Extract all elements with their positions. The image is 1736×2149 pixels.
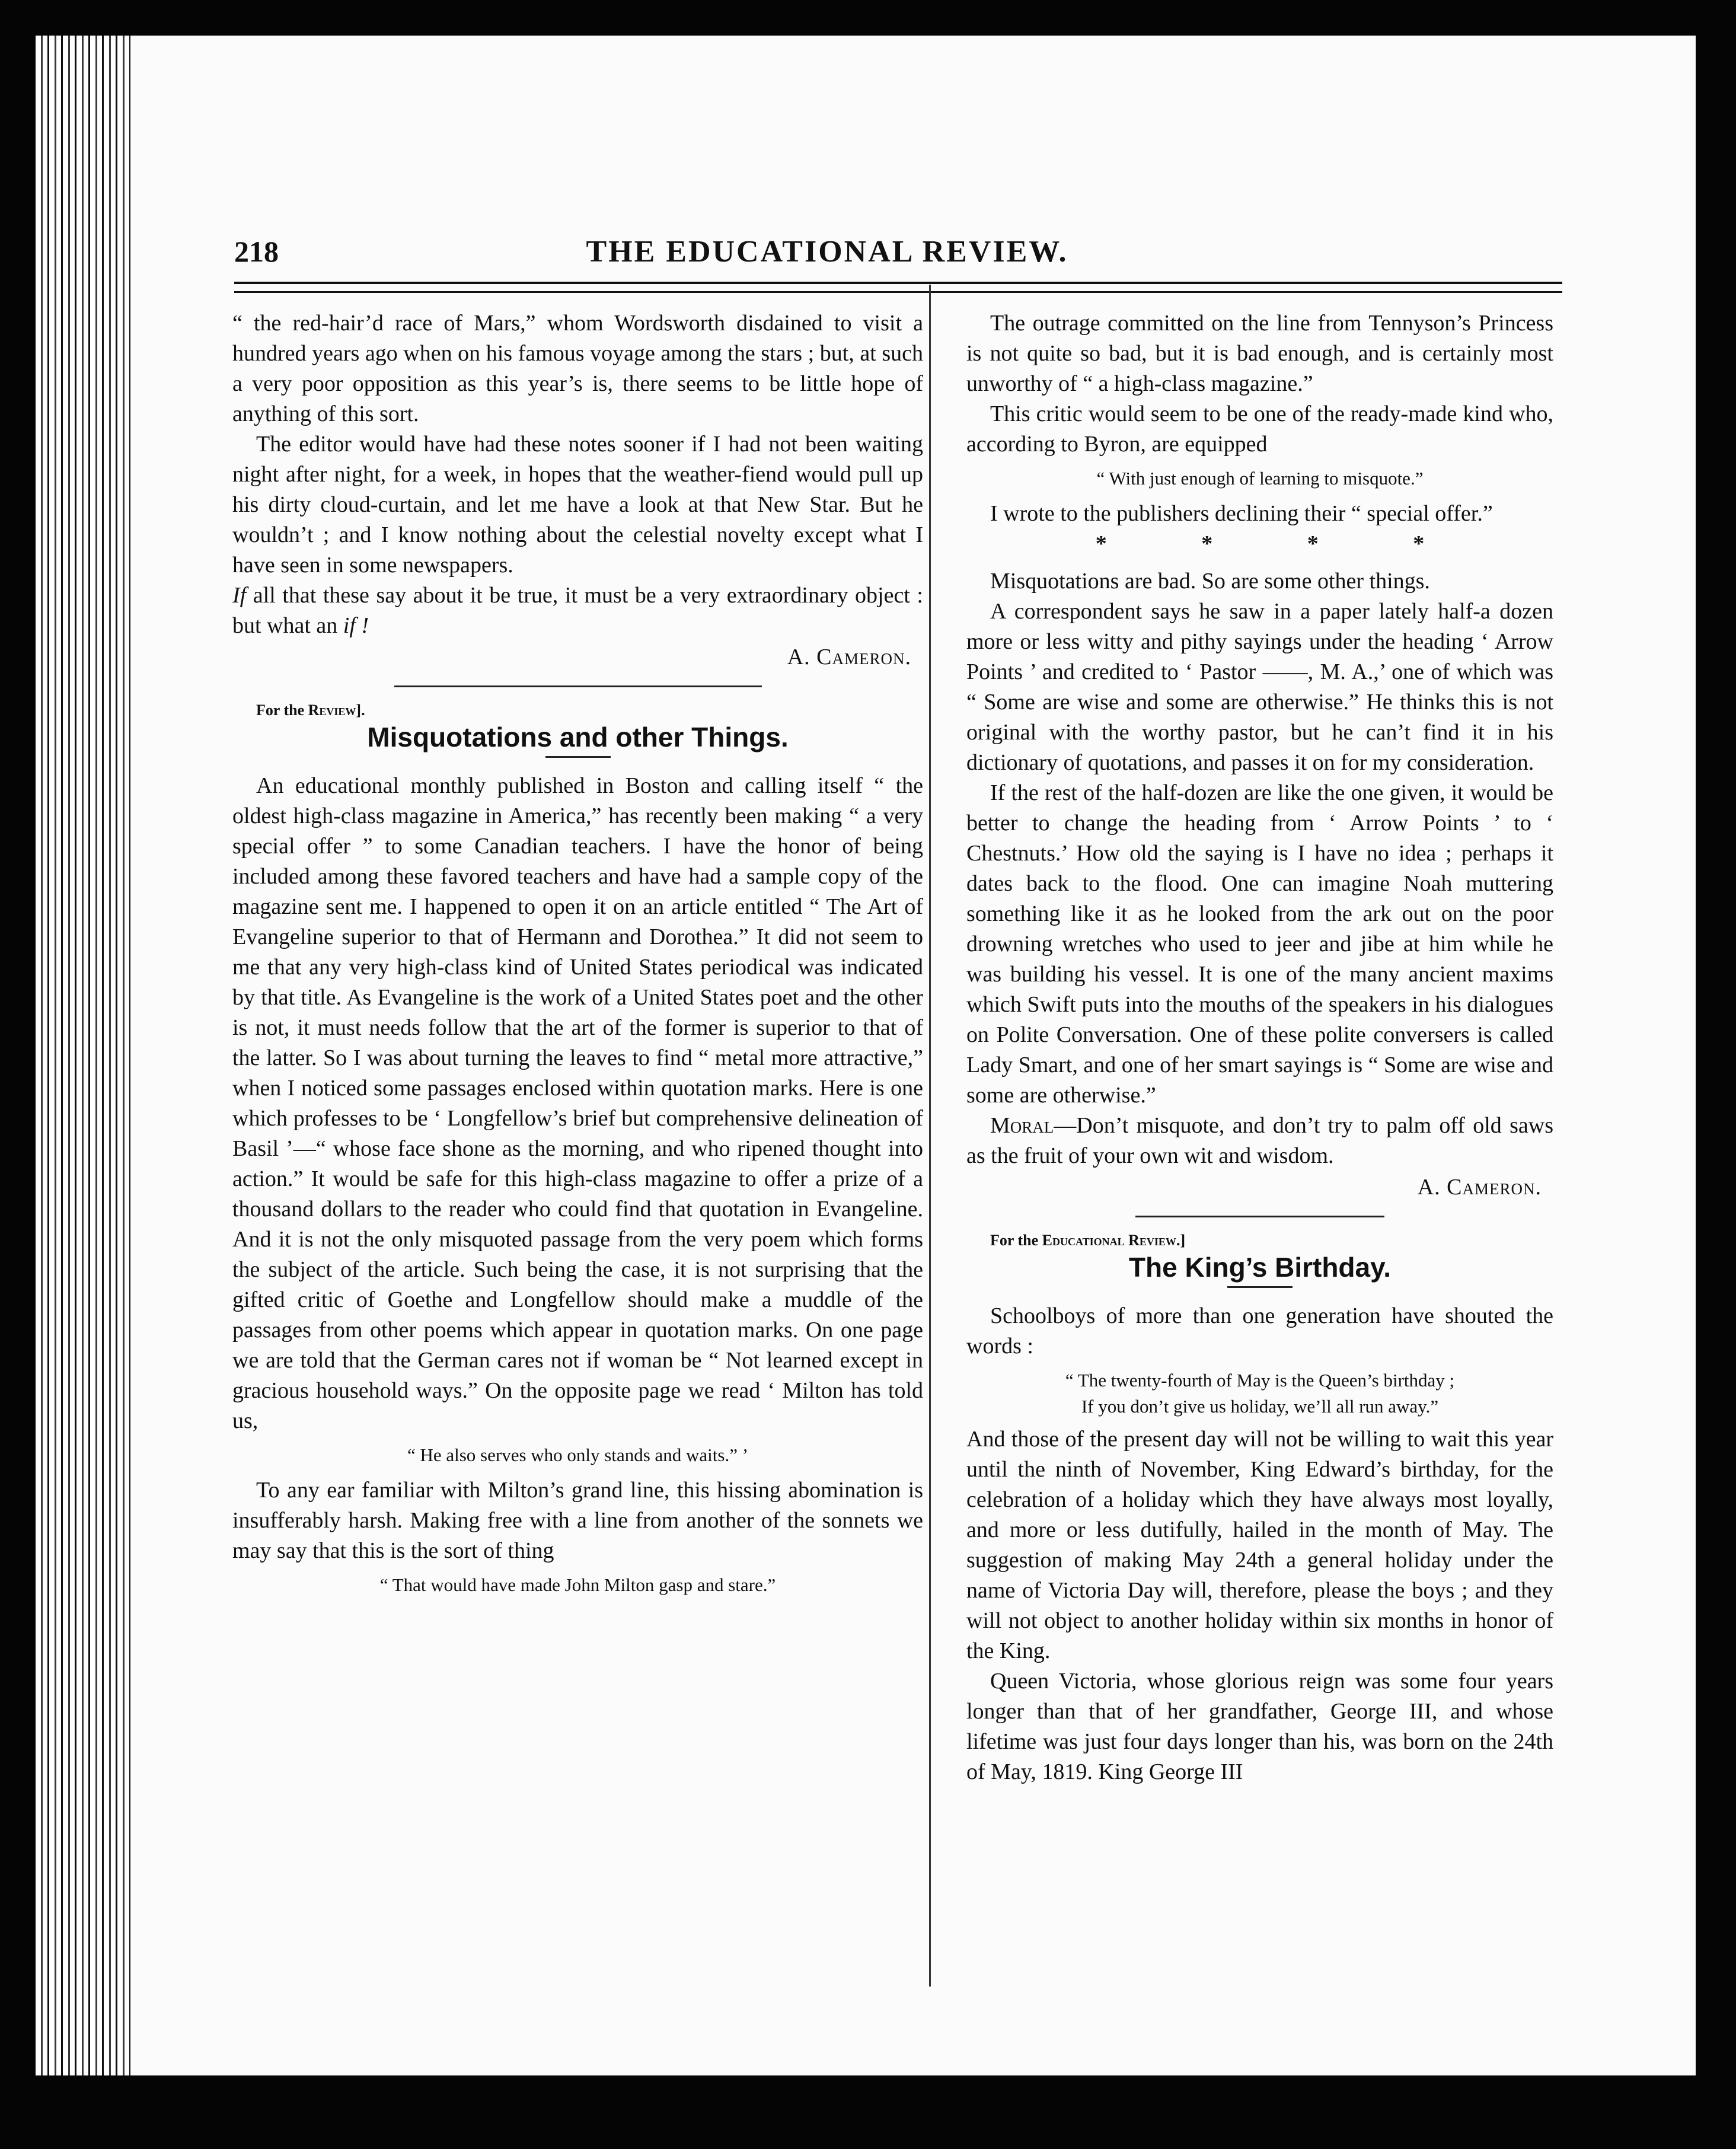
moral-label: Moral — [990, 1113, 1054, 1138]
credit-prefix-2: For the — [990, 1232, 1042, 1249]
italic-if: If — [232, 583, 247, 608]
right-paragraph-4: Misquotations are bad. So are some other things. — [990, 569, 1430, 594]
right-paragraph-3: I wrote to the publishers declining their “ special offer.” — [990, 501, 1493, 526]
asterism: * * * * — [1095, 531, 1425, 556]
journal-title: THE EDUCATIONAL REVIEW. — [586, 235, 1068, 269]
author-signature: A. Cameron. — [787, 645, 911, 669]
kings-paragraph-1: Schoolboys of more than one generation have shouted the words : — [966, 1303, 1553, 1359]
author-signature-2: A. Cameron. — [1417, 1175, 1542, 1200]
paragraph-3-text: all that these say about it be true, it must be a very extraordinary object : but what an — [232, 583, 923, 638]
right-paragraph-1: The outrage committed on the line from Tennyson’s Princess is not quite so bad, but it is bad enough, and is certainly most unworthy of “ a high-class magazine.” — [966, 311, 1553, 396]
right-paragraph-5: A correspondent says he saw in a paper lately half-a dozen more or less witty and pithy sayings under the heading ‘ Arrow Points ’ and credited to ‘ Pastor ——, M. A.,’ one of which was “ Some are wise and some are otherwise.” He thinks this is not original with the worthy pastor, but he can’t find it in his dictionary of quotations, and passes it on for my consideration. — [966, 599, 1553, 775]
title-rule — [545, 756, 611, 758]
kings-paragraph-2: And those of the present day will not be willing to wait this year until the ninth of November, King Edward’s birthday, for the celebration of a holiday which they have always most loyally, and more or less dutifully, hailed in the month of May. The suggestion of making May 24th a general holiday under the name of Victoria Day will, therefore, please the boys ; and they will not object to another holiday within six months in honor of the King. — [966, 1427, 1553, 1663]
running-header — [234, 234, 1420, 276]
kings-paragraph-3: Queen Victoria, whose glorious reign was some four years longer than that of her grandfather, George III, and whose lifetime was just four days longer than his, was born on the 24th of May, 1819. King George III — [966, 1669, 1553, 1784]
section-rule-2 — [1135, 1216, 1384, 1217]
article-title-kings-birthday: The King’s Birthday. — [1128, 1252, 1392, 1283]
credit-publication-2: Educational Review — [1042, 1232, 1176, 1249]
article-credit — [232, 702, 923, 719]
book-binding-edges — [36, 36, 130, 2075]
credit-suffix: ]. — [356, 702, 365, 719]
block-quote-byron: “ With just enough of learning to misquote.” — [1096, 468, 1424, 489]
title-rule-2 — [1227, 1286, 1293, 1288]
article-credit-2 — [966, 1232, 1553, 1249]
italic-if-exclaim: if ! — [343, 613, 369, 638]
moral-paragraph — [966, 1111, 1553, 1171]
continued-paragraph-1: “ the red-hair’d race of Mars,” whom Wordsworth disdained to visit a hundred years ago when on his famous voyage among the stars ; but, at such a very poor opposition as this year’s is, there seems to be little hope of anything of this sort. — [232, 311, 923, 426]
credit-publication: Review — [308, 702, 356, 719]
continued-paragraph-2: The editor would have had these notes sooner if I had not been waiting night after night, for a week, in hopes that the weather-fiend would pull up his dirty cloud-curtain, and let me have a look at that New Star. But he wouldn’t ; and I know nothing about the celestial novelty except what I have seen in some newspapers. — [232, 432, 923, 578]
section-rule — [394, 685, 762, 687]
moral-text: —Don’t misquote, and don’t try to palm off old saws as the fruit of your own wit and wisdom. — [966, 1113, 1553, 1168]
page-number: 218 — [234, 235, 279, 268]
right-column — [966, 308, 1553, 1981]
rhyme-line-1: “ The twenty-fourth of May is the Queen’s birthday ; — [1065, 1370, 1455, 1391]
block-quote-milton: “ He also serves who only stands and waits.” ’ — [407, 1445, 749, 1465]
misquotations-paragraph-1: An educational monthly published in Boston and calling itself “ the oldest high-class magazine in America,” has recently been making “ a very special offer ” to some Canadian teachers. I have the honor of being included among these favored teachers and have had a sample copy of the magazine sent me. I happened to open it on an article entitled “ The Art of Evangeline superior to that of Hermann and Dorothea.” It did not seem to me that any very high-class kind of United States periodical was indicated by that title. As Evangeline is the work of a United States poet and the other is not, it must needs follow that the art of the former is superior to that of the latter. So I was about turning the leaves to find “ metal more attractive,” when I noticed some passages enclosed within quotation marks. Here is one which professes to be ‘ Longfellow’s brief but comprehensive delineation of Basil ’—“ whose face shone as the morning, and who ripened thought into action.” It would be safe for this high-class magazine to offer a prize of a thousand dollars to the reader who could find that quotation in Evangeline. And it is not the only misquoted passage from the very poem which forms the subject of the article. Such being the case, it is not surprising that the gifted critic of Goethe and Longfellow should make a muddle of the passages from other poems which appear in quotation marks. On one page we are told that the German cares not if woman be “ Not learned except in gracious household ways.” On the opposite page we read ‘ Milton has told us, — [232, 773, 923, 1433]
block-quote-gasp: “ That would have made John Milton gasp and stare.” — [379, 1574, 776, 1595]
misquotations-paragraph-2: To any ear familiar with Milton’s grand line, this hissing abomination is insufferably harsh. Making free with a line from another of the sonnets we may say that this is the sort of thing — [232, 1478, 923, 1563]
block-quote-rhyme — [966, 1367, 1553, 1420]
credit-suffix-2: .] — [1176, 1232, 1186, 1249]
column-divider — [929, 285, 931, 1987]
continued-paragraph-3 — [232, 581, 923, 641]
rhyme-line-2: If you don’t give us holiday, we’ll all run away.” — [1081, 1396, 1439, 1417]
right-paragraph-2: This critic would seem to be one of the ready-made kind who, according to Byron, are equipped — [966, 401, 1553, 457]
right-paragraph-6: If the rest of the half-dozen are like the one given, it would be better to change the heading from ‘ Arrow Points ’ to ‘ Chestnuts.’ How old the saying is I have no idea ; perhaps it dates back to the flood. One can imagine Noah muttering something like it as he looked from the ark out on the poor drowning wretches who used to jeer and jibe at him while he was building his vessel. It is one of the many ancient maxims which Swift puts into the mouths of the speakers in his dialogues on Polite Conversation. One of these polite conversers is called Lady Smart, and one of her smart sayings is “ Some are wise and some are otherwise.” — [966, 780, 1553, 1108]
header-double-rule — [234, 282, 1562, 293]
credit-prefix: For the — [256, 702, 308, 719]
left-column — [232, 308, 923, 1981]
article-title-misquotations: Misquotations and other Things. — [367, 722, 789, 753]
